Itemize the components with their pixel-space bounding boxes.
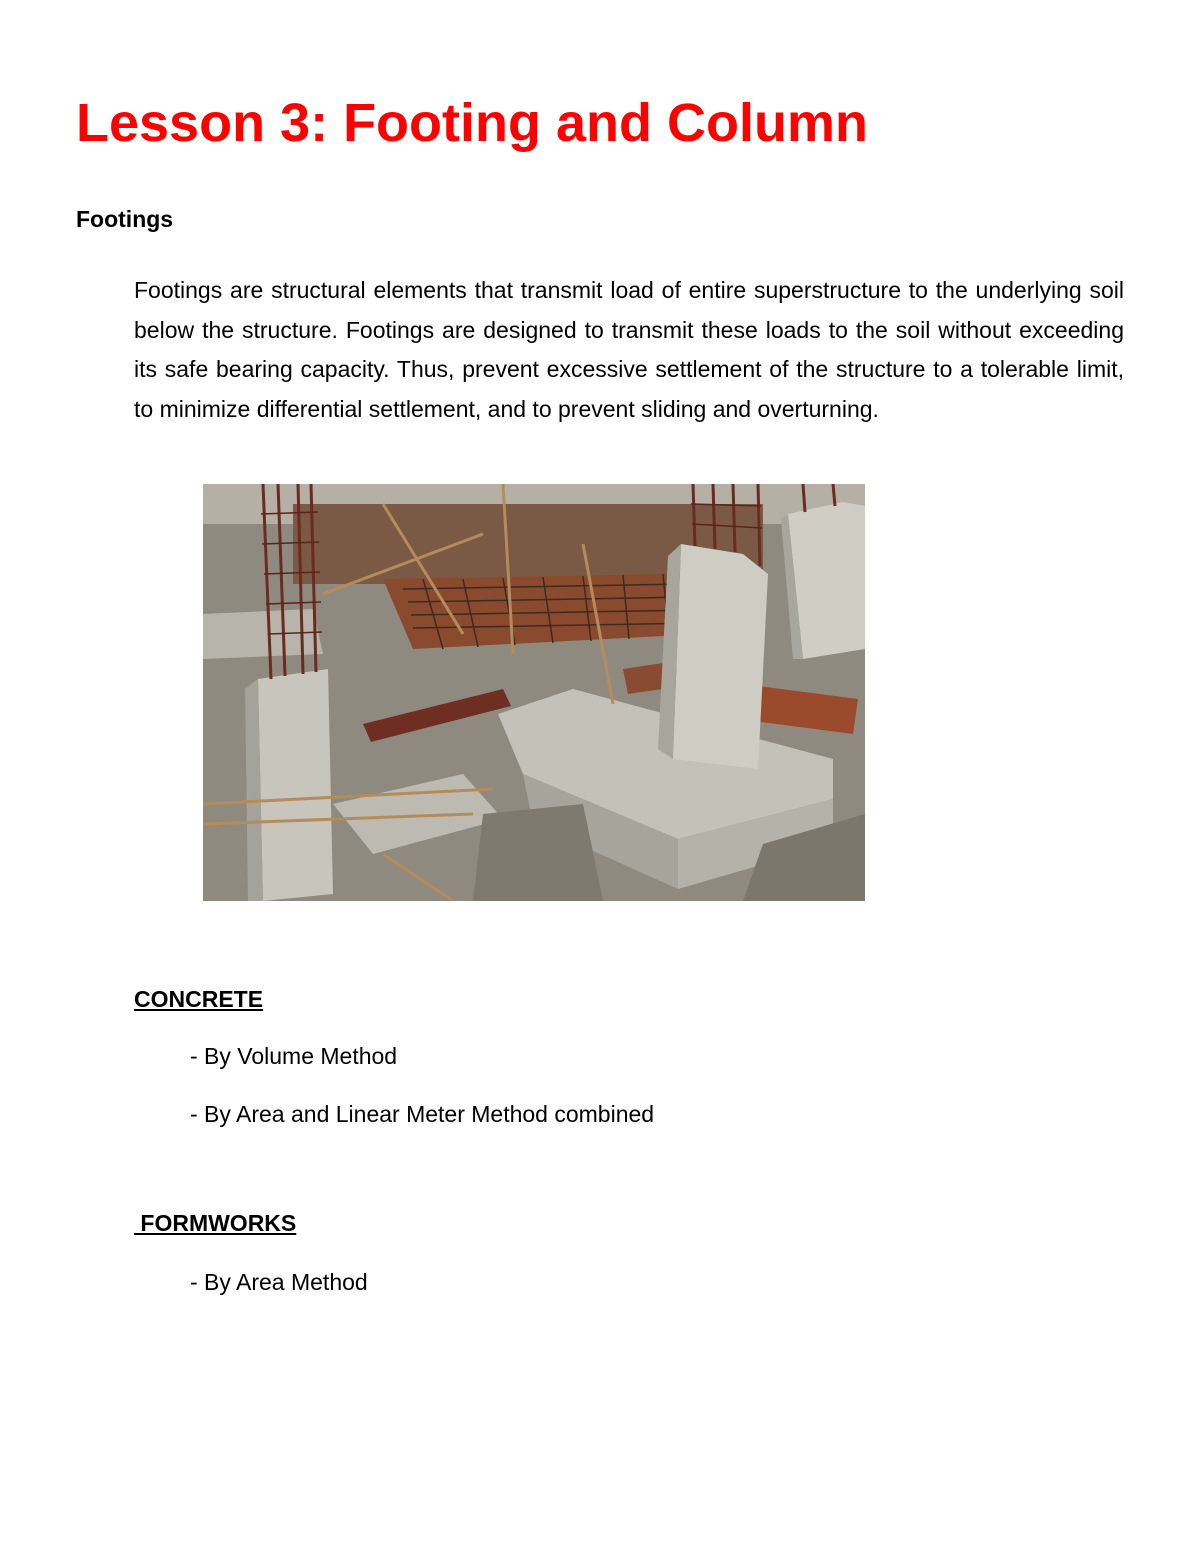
formworks-heading: FORMWORKS — [134, 1210, 297, 1236]
formworks-item-area: - By Area Method — [190, 1269, 368, 1295]
concrete-item-volume: - By Volume Method — [190, 1043, 398, 1069]
footings-paragraph: Footings are structural elements that transmit load of entire superstructure to the underlying soil below the structure. Footings are designed to transmit these loads to the soil without exceeding its safe bearing capacity. Thus, prevent excessive settlement of the structure to a tolerable limit, to minimize differential settlement, and to prevent sliding and overturning. — [134, 277, 1124, 422]
section-heading-footings: Footings — [76, 206, 174, 232]
concrete-item-area-linear: - By Area and Linear Meter Method combined — [190, 1101, 655, 1127]
concrete-heading: CONCRETE — [134, 986, 264, 1012]
construction-site-photo — [203, 484, 865, 901]
page-title: Lesson 3: Footing and Column — [76, 93, 868, 153]
